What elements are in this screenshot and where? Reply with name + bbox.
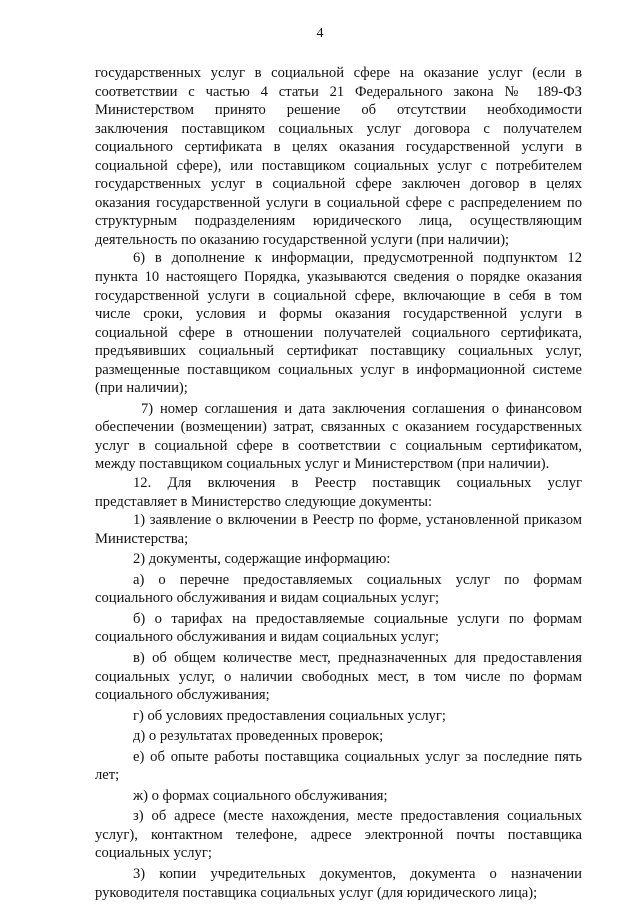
text-line: оказания государственной услуги в социальной сфере с распределением по (95, 194, 582, 211)
text-line: Министерством принято решение об отсутствии необходимости (95, 102, 582, 119)
text-line: числе сроки, условия и формы оказания государственной услуги в (95, 306, 582, 323)
text-line: предъявивших социальный сертификат поставщику социальных услуг, (95, 343, 582, 360)
text-line: размещенные поставщиком социальных услуг в информационной системе (95, 361, 582, 378)
text-line: пункта 10 настоящего Порядка, указываются сведения о порядке оказания (95, 269, 582, 286)
text-line: услуг в социальной сфере в соответствии с социальным сертификатом, (95, 437, 582, 454)
text-line: ж) о формах социального обслуживания; (133, 787, 388, 804)
text-line: лет; (95, 767, 120, 784)
text-line: е) об опыте работы поставщика социальных услуг за последние пять (133, 748, 582, 765)
text-line: 12. Для включения в Реестр поставщик социальных услуг (133, 475, 582, 492)
text-line: социальной сфере в отношении получателей социального сертификата, (95, 324, 582, 341)
text-line: обеспечении (возмещении) затрат, связанных с оказанием государственных (95, 419, 582, 436)
text-line: д) о результатах проведенных проверок; (133, 728, 384, 745)
text-line: социального обслуживания; (95, 687, 270, 704)
text-line: руководителя поставщика социальных услуг (для юридического лица); (95, 884, 538, 901)
text-line: з) об адресе (месте нахождения, месте предоставления социальных (133, 808, 582, 825)
text-line: заключения поставщиком социальных услуг договора с получателем (95, 120, 582, 137)
text-line: государственных услуг в социальной сфере заключен договор в целях (95, 176, 582, 193)
text-line: б) о тарифах на предоставляемые социальные услуги по формам (133, 610, 582, 627)
text-line: а) о перечне предоставляемых социальных услуг по формам (133, 571, 582, 588)
text-line: услуг), контактном телефоне, адресе электронной почты поставщика (95, 826, 582, 843)
page-number: 4 (316, 26, 324, 41)
text-line: социального обслуживания и видам социальных услуг; (95, 629, 440, 646)
text-line: представляет в Министерство следующие документы: (95, 493, 433, 510)
text-line: социальных услуг, о наличии свободных мест, в том числе по формам (95, 668, 582, 685)
document-body (95, 64, 582, 902)
text-line: социального обслуживания и видам социальных услуг; (95, 590, 440, 607)
text-line: социальных услуг; (95, 845, 212, 862)
text-line: Министерства; (95, 530, 189, 547)
text-line: 6) в дополнение к информации, предусмотренной подпунктом 12 (133, 250, 582, 267)
text-line: государственной услуги в социальной сфере, включающие в себя в том (95, 287, 582, 304)
text-line: (при наличии); (95, 380, 188, 397)
text-line: социальной сфере), или поставщиком социальных услуг с потребителем (95, 157, 582, 174)
text-line: государственных услуг в социальной сфере на оказание услуг (если в (95, 65, 582, 81)
text-line: 2) документы, содержащие информацию: (133, 551, 391, 568)
text-line: деятельность по оказанию государственной услуги (при наличии); (95, 231, 510, 248)
text-line: 7) номер соглашения и дата заключения соглашения о финансовом (141, 400, 582, 417)
text-line: 1) заявление о включении в Реестр по форме, установленной приказом (133, 512, 582, 529)
text-line: г) об условиях предоставления социальных услуг; (133, 707, 446, 724)
text-line: структурным подразделениям юридического лица, осуществляющим (95, 213, 582, 230)
text-line: 3) копии учредительных документов, документа о назначении (133, 865, 582, 882)
text-line: в) об общем количестве мест, предназначенных для предоставления (133, 649, 582, 666)
text-line: социального сертификата в целях оказания государственной услуги в (95, 139, 582, 156)
text-line: соответствии с частью 4 статьи 21 Федерального закона № 189-ФЗ (95, 83, 582, 100)
text-line: между поставщиком социальных услуг и Министерством (при наличии). (95, 456, 550, 473)
